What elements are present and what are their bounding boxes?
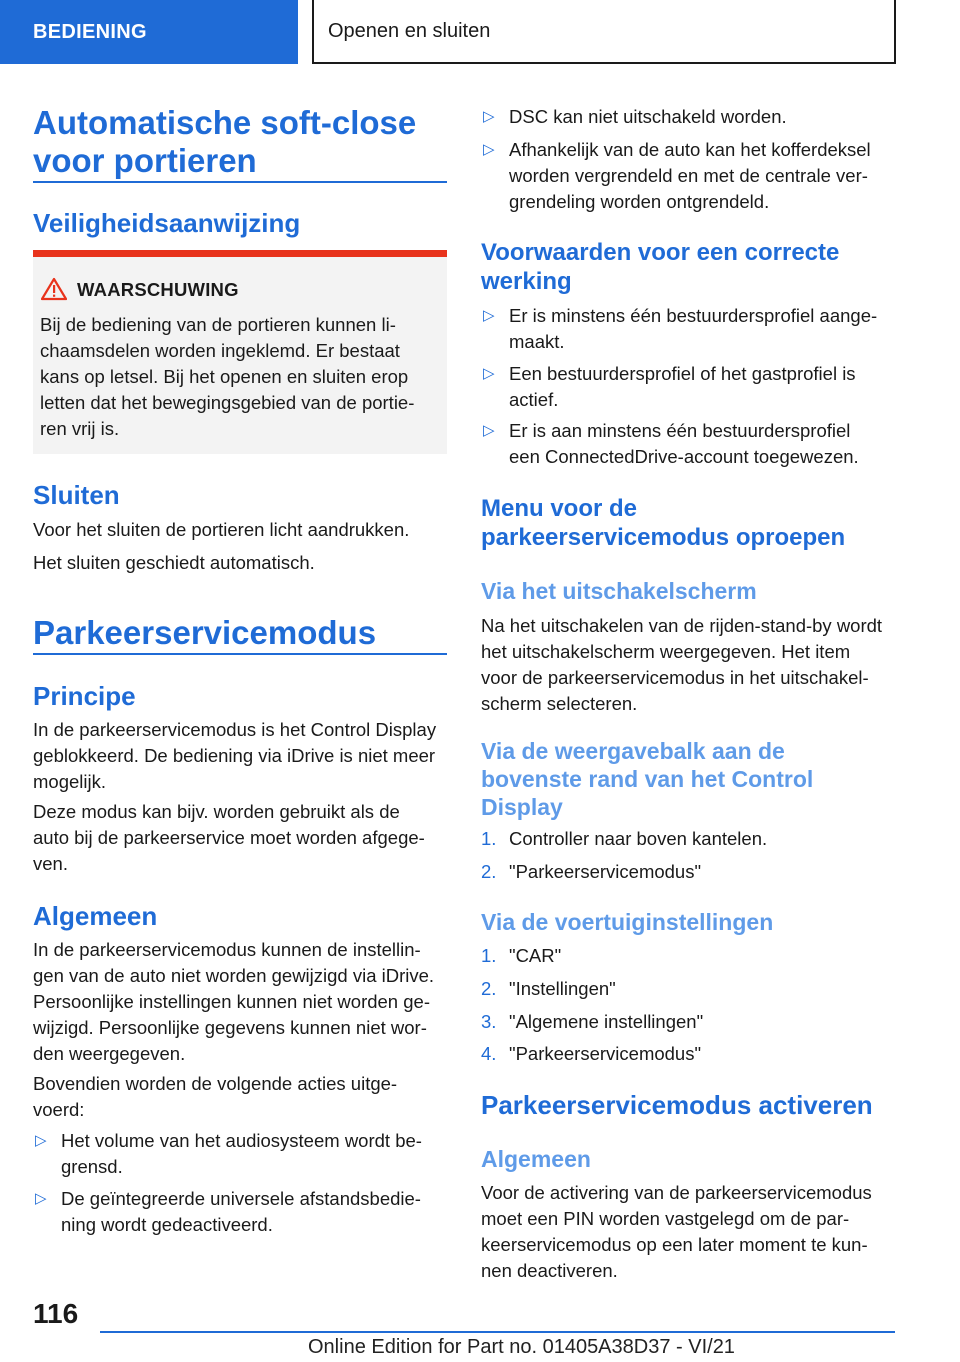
text-line: "CAR" xyxy=(509,945,562,966)
text-line: "Algemene instellingen" xyxy=(509,1011,704,1032)
text-line: Na het uitschakelen van de rijden-stand-by wordt xyxy=(481,615,883,636)
text-line: Er is minstens één bestuurdersprofiel aange- xyxy=(509,305,878,326)
text-line: "Parkeerservicemodus" xyxy=(509,861,702,882)
heading-line: parkeerservicemodus oproepen xyxy=(481,524,846,551)
activate-paragraph xyxy=(481,1180,897,1284)
text-line: mogelijk. xyxy=(33,771,106,792)
text-line: Bovendien worden de volgende acties uitge- xyxy=(33,1073,398,1094)
principle-paragraph-1 xyxy=(33,717,447,795)
warning-text xyxy=(40,312,435,442)
title-line-2: voor portieren xyxy=(33,142,257,179)
text-line: grendeling worden ontgrendeld. xyxy=(509,191,770,212)
text-line: "Instellingen" xyxy=(509,978,616,999)
step-number: 2. xyxy=(481,861,497,882)
heading-line: Voorwaarden voor een correcte xyxy=(481,239,840,266)
text-line: auto bij de parkeerservice moet worden afgege- xyxy=(33,827,425,848)
text-line: grensd. xyxy=(61,1156,123,1177)
general-heading: Algemeen xyxy=(33,901,158,931)
list-item xyxy=(33,1128,447,1180)
text-line: Controller naar boven kantelen. xyxy=(509,828,768,849)
heading-line: bovenste rand van het Control xyxy=(481,766,814,792)
text-line: Er is aan minstens één bestuurdersprofiel xyxy=(509,420,851,441)
triangle-bullet-icon: ▷ xyxy=(483,108,495,125)
warning-line: chaamsdelen worden ingeklemd. Er bestaat xyxy=(40,340,400,361)
triangle-bullet-icon: ▷ xyxy=(483,141,495,158)
step-number: 3. xyxy=(481,1011,497,1032)
menu-heading xyxy=(481,494,897,552)
heading-line: Via de weergavebalk aan de xyxy=(481,738,785,764)
step-number: 4. xyxy=(481,1043,497,1064)
text-line: In de parkeerservicemodus kunnen de instellin- xyxy=(33,939,421,960)
text-line: scherm selecteren. xyxy=(481,693,638,714)
text-line: gen van de auto niet worden gewijzigd via iDrive. xyxy=(33,965,435,986)
list-item xyxy=(481,418,897,470)
via-vehicle-heading: Via de voertuiginstellingen xyxy=(481,909,774,935)
triangle-bullet-icon: ▷ xyxy=(35,1132,47,1149)
text-line: worden vergrendeld en met de centrale ver- xyxy=(509,165,868,186)
text-line: ven. xyxy=(33,853,68,874)
general-paragraph-2 xyxy=(33,1071,447,1123)
text-line: een ConnectedDrive-account toegewezen. xyxy=(509,446,859,467)
text-line: DSC kan niet uitschakeld worden. xyxy=(509,106,787,127)
text-line: Het volume van het audiosysteem wordt be- xyxy=(61,1130,422,1151)
heading-line: Display xyxy=(481,794,563,820)
text-line: keerservicemodus op een later moment te kun- xyxy=(481,1234,868,1255)
footer-rule xyxy=(100,1331,895,1333)
list-item xyxy=(481,104,897,130)
triangle-bullet-icon: ▷ xyxy=(35,1190,47,1207)
text-line: In de parkeerservicemodus is het Control Display xyxy=(33,719,437,740)
closing-paragraph-2: Het sluiten geschiedt automatisch. xyxy=(33,552,315,573)
text-line: De geïntegreerde universele afstandsbedie- xyxy=(61,1188,421,1209)
warning-triangle-icon xyxy=(41,277,67,301)
warning-box xyxy=(33,250,447,454)
text-line: geblokkeerd. De bediening via iDrive is niet meer xyxy=(33,745,436,766)
via-shutdown-heading: Via het uitschakelscherm xyxy=(481,578,757,604)
step-item xyxy=(481,976,897,1002)
text-line: actief. xyxy=(509,389,559,410)
principle-paragraph-2 xyxy=(33,799,447,877)
step-number: 1. xyxy=(481,945,497,966)
text-line: voor de parkeerservicemodus in het uitschakel- xyxy=(481,667,869,688)
step-item xyxy=(481,1009,897,1035)
title-rule xyxy=(33,181,447,183)
closing-paragraph-1: Voor het sluiten de portieren licht aandrukken. xyxy=(33,519,410,540)
text-line: maakt. xyxy=(509,331,565,352)
step-item xyxy=(481,859,897,885)
warning-line: kans op letsel. Bij het openen en sluiten erop xyxy=(40,366,409,387)
list-item xyxy=(481,303,897,355)
list-item xyxy=(481,361,897,413)
section-tab: BEDIENING xyxy=(0,0,298,64)
text-line: Persoonlijke instellingen kunnen niet worden ge- xyxy=(33,991,430,1012)
text-line: ning wordt gedeactiveerd. xyxy=(61,1214,273,1235)
heading-line: Menu voor de xyxy=(481,495,638,522)
warning-line: ren vrij is. xyxy=(40,418,120,439)
general-paragraph-1 xyxy=(33,937,447,1067)
list-item xyxy=(33,1186,447,1238)
text-line: Deze modus kan bijv. worden gebruikt als de xyxy=(33,801,400,822)
warning-label: WAARSCHUWING xyxy=(77,279,239,300)
warning-line: Bij de bediening van de portieren kunnen li- xyxy=(40,314,396,335)
step-item xyxy=(481,943,897,969)
edition-note: Online Edition for Part no. 01405A38D37 - VI/21 xyxy=(308,1336,735,1358)
heading-line: werking xyxy=(481,268,572,295)
text-line: nen deactiveren. xyxy=(481,1260,618,1281)
text-line: Een bestuurdersprofiel of het gastprofiel is xyxy=(509,363,856,384)
via-shutdown-paragraph xyxy=(481,613,897,717)
via-bar-heading xyxy=(481,737,897,821)
chapter-title: Openen en sluiten xyxy=(312,0,896,64)
title-line-1: Automatische soft-close xyxy=(33,104,417,141)
triangle-bullet-icon: ▷ xyxy=(483,422,495,439)
triangle-bullet-icon: ▷ xyxy=(483,307,495,324)
text-line: den weergegeven. xyxy=(33,1043,186,1064)
text-line: Afhankelijk van de auto kan het kofferdeksel xyxy=(509,139,871,160)
step-item xyxy=(481,1041,897,1067)
activate-subheading: Algemeen xyxy=(481,1146,591,1172)
step-item xyxy=(481,826,897,852)
list-item xyxy=(481,137,897,215)
text-line: "Parkeerservicemodus" xyxy=(509,1043,702,1064)
text-line: voerd: xyxy=(33,1099,85,1120)
triangle-bullet-icon: ▷ xyxy=(483,365,495,382)
step-number: 2. xyxy=(481,978,497,999)
text-line: Voor de activering van de parkeerservicemodus xyxy=(481,1182,872,1203)
text-line: moet een PIN worden vastgelegd om de par- xyxy=(481,1208,850,1229)
step-number: 1. xyxy=(481,828,497,849)
text-line: wijzigd. Persoonlijke gegevens kunnen niet wor- xyxy=(33,1017,427,1038)
safety-heading: Veiligheidsaanwijzing xyxy=(33,208,301,238)
closing-heading: Sluiten xyxy=(33,480,120,510)
parking-rule xyxy=(33,653,447,655)
warning-line: letten dat het bewegingsgebied van de portie- xyxy=(40,392,415,413)
text-line: het uitschakelscherm weergegeven. Het item xyxy=(481,641,851,662)
principle-heading: Principe xyxy=(33,681,136,711)
page-number: 116 xyxy=(33,1298,79,1329)
parking-title: Parkeerservicemodus xyxy=(33,614,377,651)
activate-heading: Parkeerservicemodus activeren xyxy=(481,1090,873,1120)
conditions-heading xyxy=(481,238,897,296)
